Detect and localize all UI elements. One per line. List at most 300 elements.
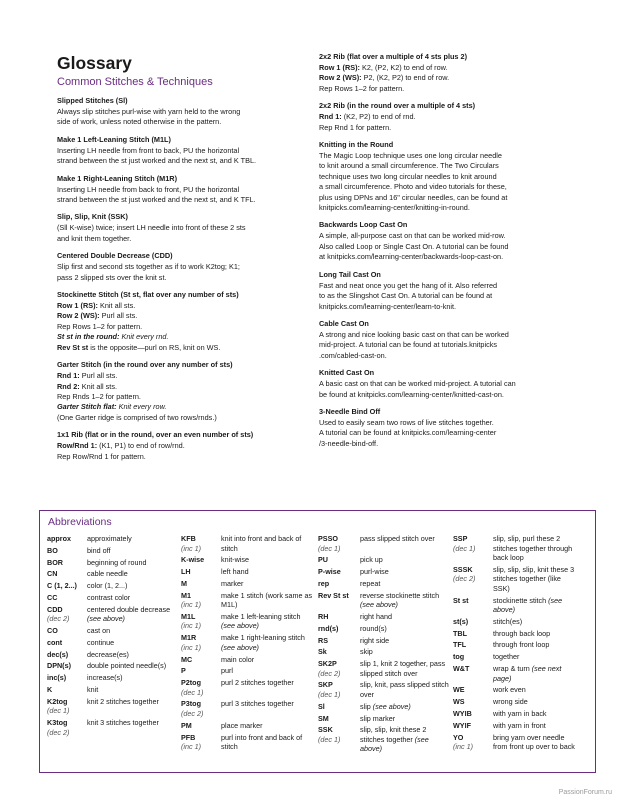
glossary-entry bbox=[319, 220, 579, 262]
entry-line bbox=[319, 418, 579, 428]
glossary-entry bbox=[57, 135, 305, 167]
abbreviation-note: (dec 2) bbox=[47, 614, 70, 624]
text-run: Knit every rnd. bbox=[119, 332, 169, 342]
entry-line bbox=[57, 301, 305, 311]
abbreviation-row bbox=[453, 733, 578, 752]
abbreviation-code: PSSO bbox=[318, 534, 338, 543]
abbreviation-term bbox=[47, 718, 87, 737]
abbreviation-note: (dec 1) bbox=[318, 543, 341, 553]
abbreviation-term bbox=[453, 697, 493, 707]
abbreviation-term bbox=[318, 659, 360, 678]
entry-line bbox=[57, 262, 305, 272]
abbreviation-note: (inc 1) bbox=[453, 742, 473, 752]
abbreviation-definition bbox=[87, 650, 171, 660]
text-run: Slip first and second sts together as if to work K2tog; K1; bbox=[57, 262, 240, 272]
abbreviation-term bbox=[453, 709, 493, 719]
abbreviation-row bbox=[181, 591, 315, 610]
text-run: repeat bbox=[360, 578, 381, 588]
abbreviation-term bbox=[181, 555, 221, 565]
entry-line bbox=[319, 172, 579, 182]
abbreviation-term bbox=[47, 558, 87, 568]
entry-line bbox=[57, 343, 305, 353]
text-run: knit into front and back of stitch bbox=[221, 534, 302, 553]
text-run: contrast color bbox=[87, 592, 131, 602]
text-run: (see above) bbox=[221, 621, 259, 631]
text-run: Knit every row. bbox=[116, 402, 167, 412]
text-run: Purl all sts. bbox=[79, 371, 118, 381]
abbreviation-definition bbox=[360, 624, 450, 634]
abbreviations-column-1 bbox=[47, 534, 171, 739]
abbreviation-term bbox=[318, 680, 360, 699]
abbreviation-row bbox=[453, 652, 578, 662]
abbreviation-code: P2tog bbox=[181, 678, 201, 688]
glossary-entry bbox=[319, 140, 579, 213]
abbreviation-row bbox=[47, 626, 171, 636]
text-run: color (1, 2...) bbox=[87, 581, 128, 591]
left-column bbox=[57, 52, 305, 469]
abbreviation-definition bbox=[221, 534, 315, 553]
glossary-entry bbox=[57, 96, 305, 128]
abbreviation-term bbox=[318, 624, 360, 634]
abbreviation-row bbox=[47, 638, 171, 648]
abbreviation-row bbox=[47, 685, 171, 695]
abbreviation-definition bbox=[87, 673, 171, 683]
abbreviation-code: PU bbox=[318, 555, 328, 565]
abbreviation-definition bbox=[360, 702, 450, 712]
abbreviations-column-3 bbox=[318, 534, 450, 756]
entry-line bbox=[319, 439, 579, 449]
abbreviation-definition bbox=[493, 652, 578, 662]
abbreviation-row bbox=[453, 596, 578, 615]
abbreviation-term bbox=[47, 593, 87, 603]
abbreviation-definition bbox=[221, 733, 315, 752]
abbreviation-definition bbox=[221, 612, 315, 631]
text-run: pass 2 slipped sts over the knit st. bbox=[57, 272, 167, 282]
abbreviation-row bbox=[47, 697, 171, 716]
text-run: Rep Rnd 1 for pattern. bbox=[319, 122, 392, 132]
text-run: stitch(es) bbox=[493, 616, 523, 626]
text-run: with yarn in back bbox=[493, 708, 547, 718]
text-run: Rep Rows 1–2 for pattern. bbox=[57, 321, 143, 331]
entry-heading: Slipped Stitches (Sl) bbox=[57, 96, 128, 105]
abbreviation-code: KFB bbox=[181, 534, 196, 543]
entry-line bbox=[57, 156, 305, 166]
abbreviation-code: SSK bbox=[318, 725, 333, 735]
text-run: purl into front and back of stitch bbox=[221, 732, 303, 752]
entry-line bbox=[57, 311, 305, 321]
entry-heading: Backwards Loop Cast On bbox=[319, 220, 408, 230]
text-run: Always slip stitches purl-wise with yarn held to the wrong bbox=[57, 107, 241, 116]
text-run: (see next page) bbox=[493, 664, 562, 683]
abbreviation-definition bbox=[221, 633, 315, 652]
abbreviation-term bbox=[318, 591, 360, 610]
abbreviation-row bbox=[47, 546, 171, 556]
text-run: strand between the st just worked and the next st, and K TFL. bbox=[57, 195, 256, 205]
abbreviation-term bbox=[453, 664, 493, 683]
abbreviation-definition bbox=[87, 534, 171, 544]
abbreviation-code: P bbox=[181, 666, 186, 676]
glossary-entry bbox=[57, 360, 305, 423]
text-run: and knit them together. bbox=[57, 233, 132, 243]
text-run: strand between the st just worked and the next st, and K TBL. bbox=[57, 156, 257, 166]
abbreviation-term bbox=[181, 678, 221, 697]
abbreviation-row bbox=[47, 534, 171, 544]
abbreviation-row bbox=[453, 640, 578, 650]
entry-line bbox=[57, 223, 305, 233]
abbreviation-term bbox=[453, 617, 493, 627]
text-run: Rnd 1: bbox=[319, 112, 342, 122]
abbreviation-row bbox=[453, 629, 578, 639]
entry-line bbox=[319, 112, 579, 122]
abbreviation-term bbox=[181, 699, 221, 718]
abbreviation-row bbox=[181, 666, 315, 676]
entry-line bbox=[319, 379, 579, 389]
text-run: through back loop bbox=[493, 628, 551, 638]
abbreviation-definition bbox=[360, 647, 450, 657]
text-run: Knit all sts. bbox=[97, 301, 136, 311]
abbreviation-code: Sk bbox=[318, 647, 327, 657]
text-run: K2, (P2, K2) to end of row. bbox=[359, 63, 448, 72]
abbreviation-term bbox=[453, 685, 493, 695]
abbreviation-term bbox=[181, 534, 221, 553]
text-run: through front loop bbox=[493, 640, 550, 650]
text-run: marker bbox=[221, 578, 244, 588]
text-run: decrease(es) bbox=[87, 649, 129, 659]
entry-line bbox=[57, 392, 305, 402]
abbreviation-row bbox=[453, 534, 578, 563]
abbreviation-definition bbox=[360, 555, 450, 565]
abbreviation-definition bbox=[87, 638, 171, 648]
abbreviation-definition bbox=[87, 626, 171, 636]
abbreviation-term bbox=[318, 534, 360, 553]
entry-line bbox=[57, 195, 305, 205]
abbreviation-code: WYIF bbox=[453, 720, 471, 730]
text-run: /3-needle-bind-off. bbox=[319, 438, 379, 448]
glossary-entry bbox=[57, 251, 305, 283]
text-run: slip bbox=[360, 701, 373, 711]
abbreviation-note: (dec 1) bbox=[453, 543, 476, 553]
abbreviation-code: cont bbox=[47, 637, 63, 647]
text-run: make 1 right-leaning stitch bbox=[221, 633, 305, 643]
entry-heading: Knitting in the Round bbox=[319, 140, 394, 150]
abbreviation-term bbox=[318, 647, 360, 657]
abbreviation-term bbox=[181, 666, 221, 676]
entry-heading: Slip, Slip, Knit (SSK) bbox=[57, 212, 128, 222]
abbreviation-row bbox=[318, 555, 450, 565]
text-run: The Magic Loop technique uses one long circular needle bbox=[319, 151, 502, 161]
text-run: wrap & turn bbox=[493, 664, 532, 674]
abbreviation-code: SSP bbox=[453, 534, 468, 543]
glossary-entry bbox=[319, 101, 579, 133]
abbreviation-definition bbox=[87, 685, 171, 695]
abbreviation-note: (dec 1) bbox=[181, 687, 204, 697]
abbreviation-code: st(s) bbox=[453, 616, 469, 626]
glossary-entry bbox=[57, 174, 305, 206]
entry-line bbox=[57, 402, 305, 412]
abbreviation-definition bbox=[221, 555, 315, 565]
abbreviation-definition bbox=[87, 661, 171, 671]
text-run: St st in the round: bbox=[57, 332, 120, 342]
entry-line bbox=[57, 441, 305, 451]
abbreviation-code: M bbox=[181, 578, 187, 588]
text-run: Purl all sts. bbox=[99, 311, 138, 321]
abbreviation-definition bbox=[360, 659, 450, 678]
abbreviation-code: M1L bbox=[181, 611, 196, 621]
abbreviation-definition bbox=[360, 636, 450, 646]
entry-line bbox=[57, 185, 305, 195]
text-run: with yarn in front bbox=[493, 720, 546, 730]
text-run: (see above) bbox=[87, 614, 125, 624]
abbreviation-definition bbox=[493, 685, 578, 695]
entry-heading: Make 1 Left-Leaning Stitch (M1L) bbox=[57, 134, 171, 144]
text-run: pass slipped stitch over bbox=[360, 534, 435, 543]
abbreviation-row bbox=[453, 617, 578, 627]
abbreviation-term bbox=[47, 569, 87, 579]
abbreviations-column-4 bbox=[453, 534, 578, 754]
abbreviation-term bbox=[453, 565, 493, 594]
abbreviation-term bbox=[181, 591, 221, 610]
abbreviation-code: SSSK bbox=[453, 564, 473, 574]
abbreviation-note: (inc 1) bbox=[181, 600, 201, 610]
abbreviation-row bbox=[181, 733, 315, 752]
abbreviation-term bbox=[318, 555, 360, 565]
abbreviation-term bbox=[318, 636, 360, 646]
abbreviation-definition bbox=[493, 596, 578, 615]
right-entries bbox=[319, 52, 579, 449]
text-run: Inserting LH needle from front to back, PU the horizontal bbox=[57, 145, 240, 155]
entry-line bbox=[319, 340, 579, 350]
abbreviation-term bbox=[453, 721, 493, 731]
text-run: centered double decrease bbox=[87, 604, 171, 614]
entry-heading: Knitted Cast On bbox=[319, 368, 375, 378]
text-run: Garter Stitch flat: bbox=[57, 402, 117, 412]
text-run: P2, (K2, P2) to end of row. bbox=[361, 73, 450, 83]
abbreviation-row bbox=[453, 721, 578, 731]
abbreviation-row bbox=[318, 647, 450, 657]
abbreviation-term bbox=[47, 626, 87, 636]
glossary-entry bbox=[57, 430, 305, 462]
abbreviation-definition bbox=[221, 591, 315, 610]
abbreviation-term bbox=[318, 579, 360, 589]
text-run: purl 3 stitches together bbox=[221, 699, 294, 709]
abbreviation-term bbox=[47, 638, 87, 648]
entry-line bbox=[319, 428, 579, 438]
abbreviation-row bbox=[453, 565, 578, 594]
text-run: round(s) bbox=[360, 623, 387, 633]
entry-line bbox=[319, 231, 579, 241]
text-run: Row 2 (WS): bbox=[319, 73, 362, 83]
abbreviation-row bbox=[181, 579, 315, 589]
text-run: work even bbox=[493, 685, 526, 695]
abbreviation-row bbox=[318, 612, 450, 622]
entry-heading: Make 1 Right-Leaning Stitch (M1R) bbox=[57, 173, 177, 183]
abbreviation-code: RS bbox=[318, 635, 328, 645]
abbreviation-row bbox=[453, 685, 578, 695]
abbreviation-code: St st bbox=[453, 595, 469, 605]
abbreviation-definition bbox=[221, 678, 315, 697]
entry-line bbox=[57, 234, 305, 244]
abbreviation-row bbox=[47, 569, 171, 579]
text-run: mid-project. A tutorial can be found at tutorials.knitpicks bbox=[319, 340, 498, 350]
text-run: to as the Slingshot Cast On. A tutorial can be found at bbox=[319, 291, 493, 301]
abbreviation-term bbox=[453, 534, 493, 563]
abbreviation-row bbox=[318, 567, 450, 577]
entry-line bbox=[319, 252, 579, 262]
text-run: bring yarn over needle from front up over to back bbox=[493, 732, 575, 752]
entry-line bbox=[319, 182, 579, 192]
entry-line bbox=[319, 291, 579, 301]
entry-heading: Cable Cast On bbox=[319, 318, 369, 328]
text-run: slip marker bbox=[360, 713, 396, 723]
abbreviation-term bbox=[181, 579, 221, 589]
abbreviation-code: approx bbox=[47, 534, 71, 543]
entry-line bbox=[319, 63, 579, 73]
abbreviation-definition bbox=[360, 725, 450, 754]
text-run: Rep Row/Rnd 1 for pattern. bbox=[57, 451, 146, 461]
entry-line bbox=[57, 371, 305, 381]
abbreviation-note: (inc 1) bbox=[181, 742, 201, 752]
text-run: Also called Loop or Single Cast On. A tutorial can be found bbox=[319, 241, 509, 251]
text-run: purl bbox=[221, 666, 233, 676]
abbreviation-code: tog bbox=[453, 652, 465, 662]
text-run: Rnd 2: bbox=[57, 381, 80, 391]
abbreviation-term bbox=[453, 652, 493, 662]
abbreviation-row bbox=[181, 534, 315, 553]
text-run: A simple, all-purpose cast on that can be worked mid-row. bbox=[319, 231, 506, 241]
text-run: place marker bbox=[221, 720, 263, 730]
glossary-entry bbox=[319, 407, 579, 449]
abbreviation-definition bbox=[221, 655, 315, 665]
text-run: Rnd 1: bbox=[57, 371, 80, 381]
abbreviation-row bbox=[453, 664, 578, 683]
abbreviations-box bbox=[39, 510, 596, 773]
abbreviation-code: SK2P bbox=[318, 659, 337, 669]
abbreviation-definition bbox=[493, 664, 578, 683]
abbreviations-title: Abbreviations bbox=[48, 516, 112, 528]
text-run: (see above) bbox=[372, 701, 411, 711]
text-run: be found at knitpicks.com/learning-center/knitted-cast-on. bbox=[319, 389, 504, 399]
abbreviation-row bbox=[318, 591, 450, 610]
text-run: skip bbox=[360, 647, 373, 657]
abbreviation-definition bbox=[360, 579, 450, 589]
entry-heading: 3-Needle Bind Off bbox=[319, 406, 381, 416]
entry-line bbox=[57, 273, 305, 283]
text-run: Rep Rnds 1–2 for pattern. bbox=[57, 391, 141, 401]
abbreviation-note: (inc 1) bbox=[181, 642, 201, 652]
abbreviation-code: TFL bbox=[453, 640, 467, 650]
abbreviation-code: LH bbox=[181, 567, 191, 577]
text-run: a small circumference. Photo and video tutorials for these, bbox=[319, 182, 507, 192]
text-run: continue bbox=[87, 637, 115, 647]
abbreviation-term bbox=[47, 546, 87, 556]
abbreviation-note: (dec 2) bbox=[181, 708, 204, 718]
text-run: approximately bbox=[87, 534, 132, 543]
abbreviation-code: SKP bbox=[318, 680, 333, 690]
text-run: (K2, P2) to end of rnd. bbox=[341, 112, 416, 122]
abbreviation-row bbox=[47, 673, 171, 683]
abbreviation-term bbox=[318, 702, 360, 712]
abbreviation-definition bbox=[360, 591, 450, 610]
abbreviation-code: rep bbox=[318, 578, 330, 588]
text-run: (see above) bbox=[360, 734, 429, 754]
abbreviation-term bbox=[453, 596, 493, 615]
glossary-entry bbox=[57, 212, 305, 244]
text-run: bind off bbox=[87, 545, 111, 555]
abbreviation-definition bbox=[87, 546, 171, 556]
abbreviation-note: (dec 2) bbox=[47, 727, 70, 737]
entry-line bbox=[319, 193, 579, 203]
glossary-entry bbox=[319, 270, 579, 312]
text-run: stockinette stitch bbox=[493, 595, 549, 605]
text-run: make 1 left-leaning stitch bbox=[221, 611, 301, 621]
entry-line bbox=[57, 382, 305, 392]
abbreviation-row bbox=[318, 725, 450, 754]
page-title: Glossary bbox=[57, 53, 132, 73]
abbreviation-code: CO bbox=[47, 626, 58, 636]
abbreviation-term bbox=[47, 605, 87, 624]
abbreviation-code: BO bbox=[47, 545, 58, 555]
abbreviation-row bbox=[318, 534, 450, 553]
watermark: PassionForum.ru bbox=[558, 789, 612, 796]
abbreviation-row bbox=[47, 605, 171, 624]
abbreviation-note: (inc 1) bbox=[181, 543, 201, 553]
abbreviation-term bbox=[453, 640, 493, 650]
text-run: cable needle bbox=[87, 569, 128, 579]
text-run: purl 2 stitches together bbox=[221, 678, 294, 688]
text-run: increase(s) bbox=[87, 673, 123, 683]
text-run: Row 1 (RS): bbox=[57, 301, 98, 311]
abbreviations-column-2 bbox=[181, 534, 315, 754]
entry-line bbox=[319, 281, 579, 291]
entry-line bbox=[319, 242, 579, 252]
abbreviation-row bbox=[318, 624, 450, 634]
glossary-entry bbox=[57, 290, 305, 353]
text-run: cast on bbox=[87, 626, 111, 636]
abbreviation-code: SM bbox=[318, 713, 329, 723]
abbreviation-code: K bbox=[47, 685, 53, 695]
entry-heading: Centered Double Decrease (CDD) bbox=[57, 251, 173, 261]
abbreviation-definition bbox=[493, 709, 578, 719]
abbreviation-definition bbox=[221, 699, 315, 718]
page-subtitle: Common Stitches & Techniques bbox=[57, 76, 213, 88]
abbreviation-term bbox=[181, 633, 221, 652]
abbreviation-definition bbox=[87, 581, 171, 591]
abbreviation-definition bbox=[221, 567, 315, 577]
entry-line bbox=[319, 390, 579, 400]
abbreviation-row bbox=[181, 633, 315, 652]
glossary-entry bbox=[319, 368, 579, 400]
entry-line bbox=[319, 73, 579, 83]
abbreviation-note: (dec 2) bbox=[318, 668, 341, 678]
abbreviation-code: inc(s) bbox=[47, 673, 67, 683]
abbreviation-definition bbox=[221, 666, 315, 676]
abbreviation-row bbox=[181, 655, 315, 665]
entry-heading: 2x2 Rib (flat over a multiple of 4 sts plus 2) bbox=[319, 52, 468, 61]
abbreviation-row bbox=[47, 650, 171, 660]
abbreviation-row bbox=[453, 709, 578, 719]
abbreviation-row bbox=[318, 636, 450, 646]
abbreviation-code: WYIB bbox=[453, 708, 472, 718]
abbreviation-definition bbox=[493, 534, 578, 563]
text-run: technique uses two long circular needles to knit around bbox=[319, 171, 497, 181]
abbreviation-definition bbox=[221, 721, 315, 731]
text-run: (Sll K-wise) twice; insert LH needle into front of these 2 sts bbox=[57, 223, 246, 233]
entry-line bbox=[57, 332, 305, 342]
abbreviation-code: P3tog bbox=[181, 699, 201, 709]
abbreviation-code: P-wise bbox=[318, 567, 341, 577]
abbreviation-term bbox=[47, 697, 87, 716]
abbreviation-term bbox=[47, 534, 87, 544]
